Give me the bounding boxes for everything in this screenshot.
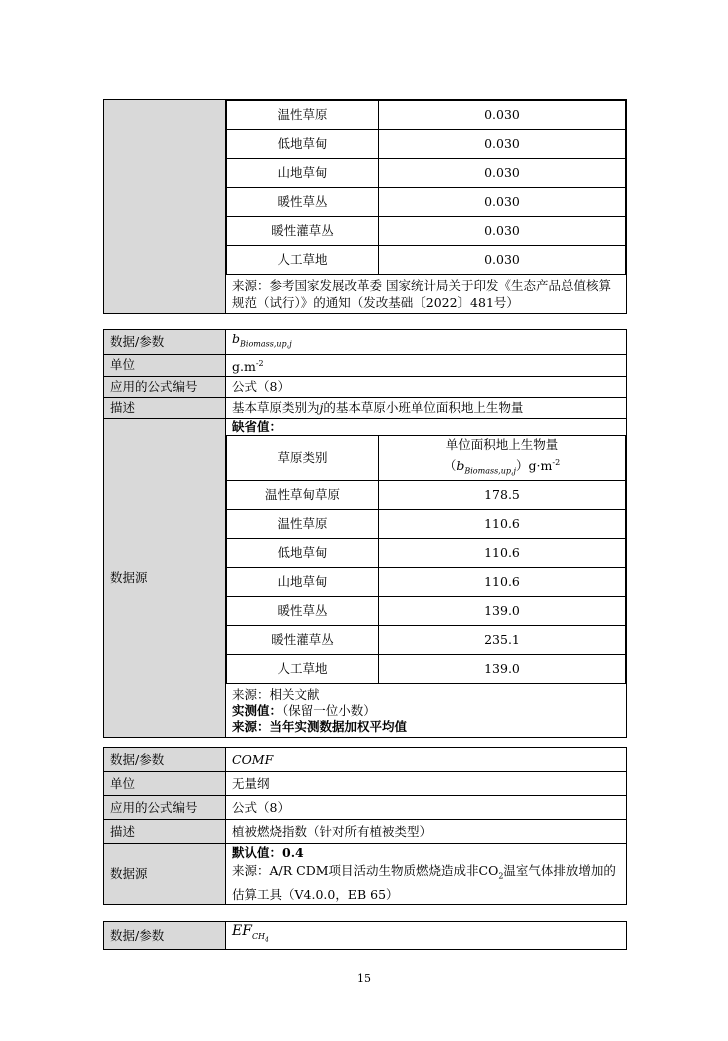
desc-value: 基本草原类别为j的基本草原小班单位面积地上生物量 (226, 397, 627, 418)
table-ef-ch4 (103, 921, 627, 950)
default-label: 缺省值： (232, 418, 283, 434)
table-ef-continued (103, 99, 627, 314)
source-text: 来源：A/R CDM项目活动生物质燃烧造成非$CO_2$温室气体排放增加的估算工具（V4.0.0，EB 65） (232, 863, 616, 902)
desc-label: 描述 (104, 820, 226, 844)
table-row (227, 159, 626, 188)
unit-label: 单位 (104, 354, 226, 376)
table-row (227, 510, 626, 539)
table-row (227, 655, 626, 684)
value-cell: 0.030 (379, 217, 626, 246)
table-row (227, 481, 626, 510)
param-value: $b_{Biomass,up,j}$ (226, 330, 627, 355)
biomass-table (226, 435, 626, 685)
value-cell: 110.6 (379, 539, 626, 568)
source-label: 数据源 (104, 844, 226, 905)
measured-note: （保留一位小数） (282, 703, 376, 719)
source-note: 来源：相关文献 (232, 687, 320, 703)
grass-type-cell: 人工草地 (227, 246, 379, 275)
value-cell: 139.0 (379, 597, 626, 626)
grass-type-cell: 低地草甸 (227, 130, 379, 159)
desc-label: 描述 (104, 397, 226, 418)
table-biomass (103, 329, 627, 738)
default-value: 默认值：0.4 (232, 845, 304, 860)
param-value: $EF_{CH_4}$ (226, 922, 627, 950)
grass-type-cell: 暖性草丛 (227, 597, 379, 626)
grass-type-cell: 暖性灌草丛 (227, 626, 379, 655)
grass-type-cell: 暖性灌草丛 (227, 217, 379, 246)
param-value: COMF (226, 748, 627, 772)
table-row (227, 130, 626, 159)
table-row (227, 188, 626, 217)
unit-label: 单位 (104, 772, 226, 796)
table-row (227, 626, 626, 655)
value-cell: 235.1 (379, 626, 626, 655)
value-cell: 178.5 (379, 481, 626, 510)
grass-type-cell: 山地草甸 (227, 159, 379, 188)
col-header-type: 草原类别 (227, 435, 379, 481)
param-label: 数据/参数 (104, 922, 226, 950)
col-header-biomass: 单位面积地上生物量 $(b_{Biomass,up,j})g\cdot m^{-2}$ (379, 435, 626, 481)
value-cell: 110.6 (379, 568, 626, 597)
unit-value: $g.m^{-2}$ (226, 354, 627, 376)
label-cell-empty (104, 100, 226, 314)
formula-value: 公式（8） (226, 376, 627, 397)
table-comf (103, 747, 627, 905)
formula-label: 应用的公式编号 (104, 796, 226, 820)
grass-type-cell: 人工草地 (227, 655, 379, 684)
source-label: 数据源 (104, 418, 226, 738)
table-row (227, 568, 626, 597)
grass-type-cell: 暖性草丛 (227, 188, 379, 217)
measured-label: 实测值： (232, 703, 283, 719)
grass-type-cell: 温性草甸草原 (227, 481, 379, 510)
formula-label: 应用的公式编号 (104, 376, 226, 397)
grass-type-cell: 山地草甸 (227, 568, 379, 597)
param-label: 数据/参数 (104, 330, 226, 355)
formula-value: 公式（8） (226, 796, 627, 820)
grass-type-cell: 低地草甸 (227, 539, 379, 568)
table-row (227, 246, 626, 275)
unit-value: 无量纲 (226, 772, 627, 796)
value-cell: 0.030 (379, 101, 626, 130)
value-cell: 0.030 (379, 246, 626, 275)
table-row (227, 101, 626, 130)
param-label: 数据/参数 (104, 748, 226, 772)
source-note: 来源：参考国家发展改革委 国家统计局关于印发《生态产品总值核算规范（试行）》的通知（发改基础〔2022〕481号） (232, 278, 611, 310)
value-cell: 139.0 (379, 655, 626, 684)
value-cell: 0.030 (379, 188, 626, 217)
value-cell: 0.030 (379, 130, 626, 159)
ef-grass-table (226, 100, 626, 275)
grass-type-cell: 温性草原 (227, 101, 379, 130)
table-row (227, 539, 626, 568)
table-row (227, 597, 626, 626)
page-number: 15 (357, 972, 371, 985)
grass-type-cell: 温性草原 (227, 510, 379, 539)
desc-value: 植被燃烧指数（针对所有植被类型） (226, 820, 627, 844)
measured-source: 来源：当年实测数据加权平均值 (232, 719, 408, 735)
table-row (227, 217, 626, 246)
value-cell: 110.6 (379, 510, 626, 539)
value-cell: 0.030 (379, 159, 626, 188)
